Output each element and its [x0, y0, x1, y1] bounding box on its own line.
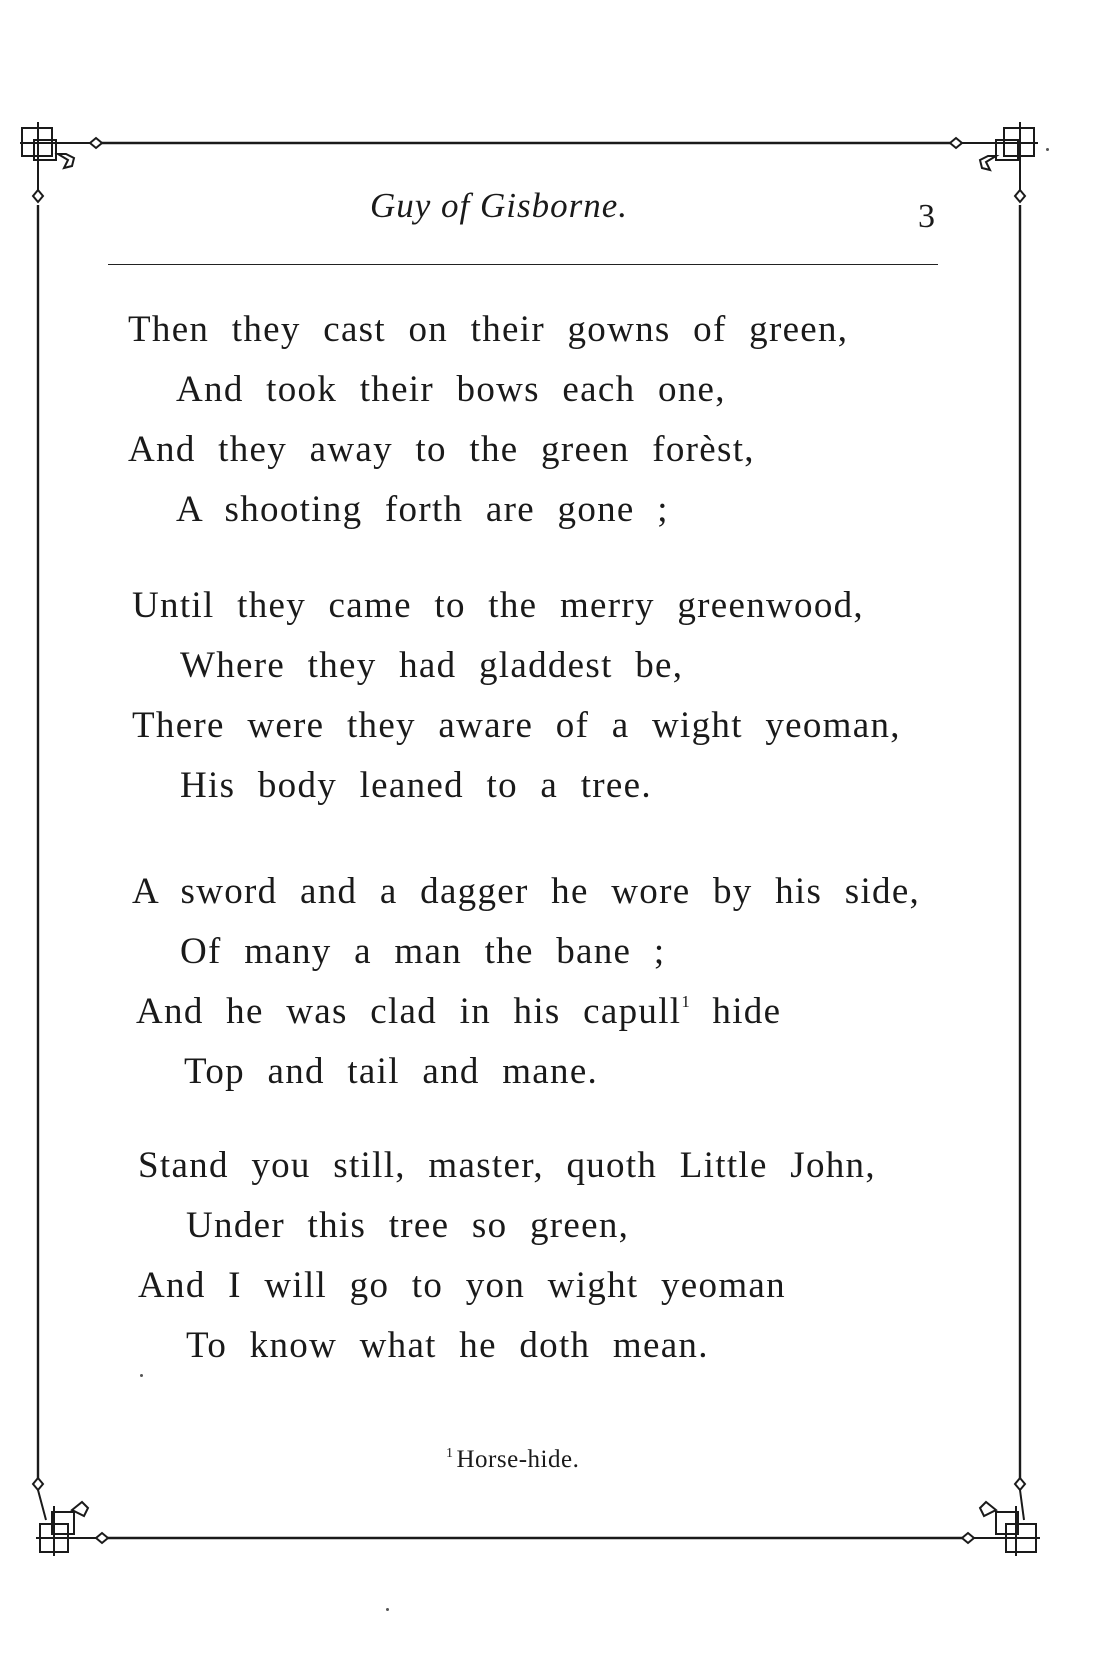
poem-line: Under this tree so green, [186, 1205, 630, 1246]
poem-line: And took their bows each one, [176, 369, 726, 410]
print-speck [386, 1608, 389, 1611]
page-number: 3 [918, 198, 935, 235]
footnote [446, 1446, 579, 1474]
poem-line: And they away to the green forèst, [128, 429, 755, 470]
poem-line: Until they came to the merry greenwood, [132, 585, 864, 626]
poem-line: Then they cast on their gowns of green, [128, 309, 849, 350]
poem-line: His body leaned to a tree. [180, 765, 652, 806]
print-speck [1046, 148, 1049, 151]
footnote-text: Horse-hide. [456, 1446, 580, 1473]
poem-line: Of many a man the bane ; [180, 931, 666, 972]
poem-line: Where they had gladdest be, [180, 645, 684, 686]
poem-line: Stand you still, master, quoth Little John, [138, 1145, 876, 1186]
running-header-title: Guy of Gisborne. [370, 186, 629, 225]
poem-line-text: And he was clad in his capull [136, 991, 682, 1032]
footnote-mark: 1 [446, 1446, 454, 1461]
poem-line: And I will go to yon wight yeoman [138, 1265, 786, 1306]
poem-line: There were they aware of a wight yeoman, [132, 705, 901, 746]
footnote-reference-mark: 1 [681, 992, 690, 1011]
print-speck [140, 1374, 143, 1377]
poem-line [136, 990, 781, 1033]
poem-line: Top and tail and mane. [184, 1051, 599, 1092]
poem-line: To know what he doth mean. [186, 1325, 709, 1366]
poem-line: A sword and a dagger he wore by his side, [132, 871, 921, 912]
poem-line: A shooting forth are gone ; [176, 489, 669, 530]
poem-line-text: hide [689, 991, 782, 1032]
